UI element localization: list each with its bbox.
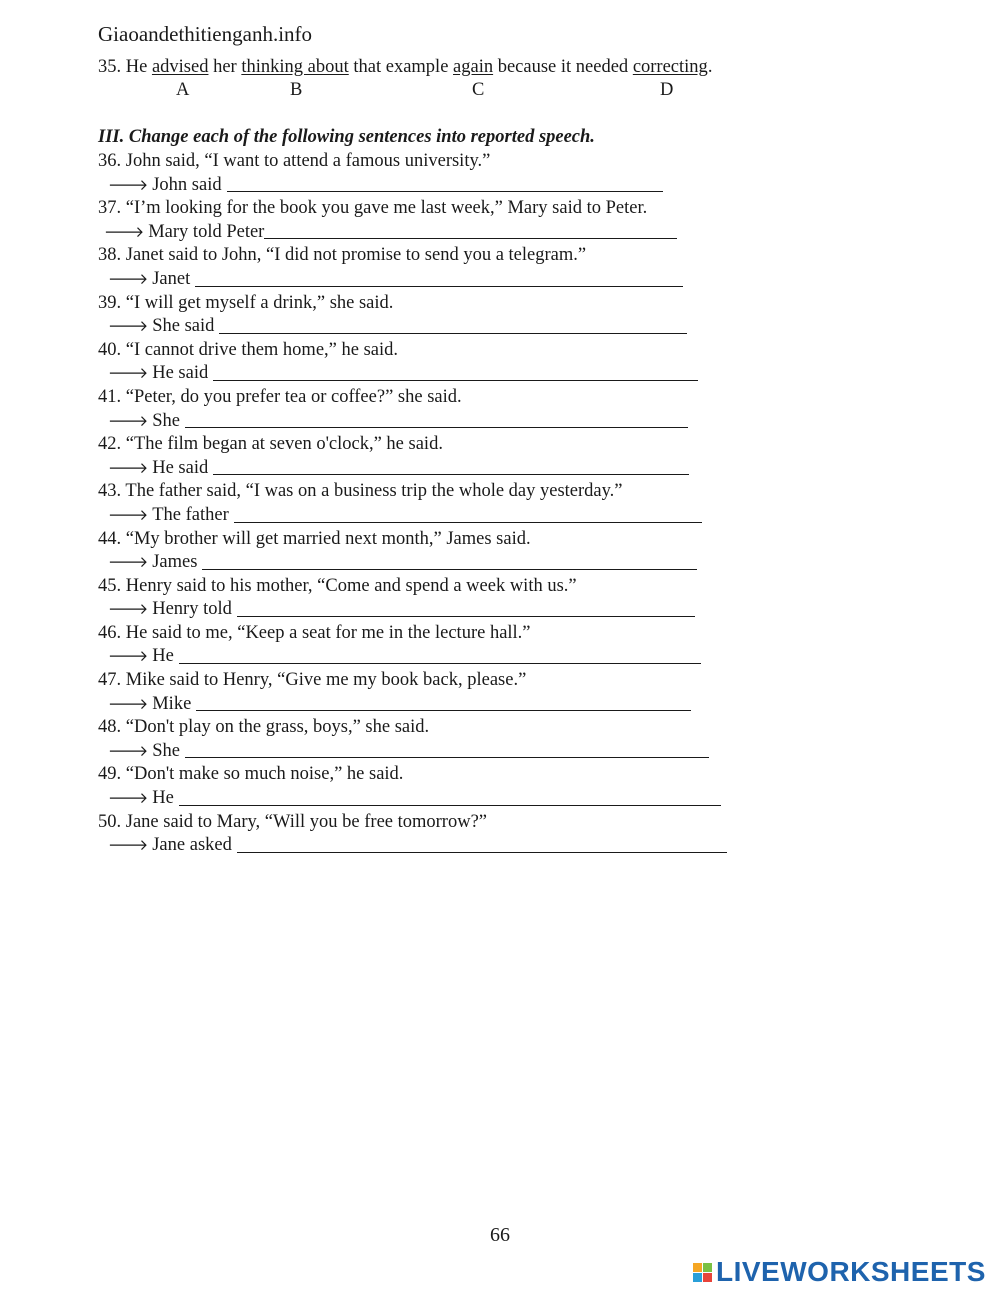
arrow-icon: 🡒 [108,364,149,383]
q35-option-c: again [453,57,494,77]
q35-option-a: advised [151,57,209,77]
page-number: 66 [490,1224,510,1246]
answer-blank[interactable] [213,363,698,381]
answer-prompt: She [152,740,180,761]
answer-prompt: Mike [152,693,192,714]
answer-blank[interactable] [185,410,688,428]
exercise-item [98,292,798,339]
item-answer-row [98,268,798,292]
q35-letter-d: D [660,80,674,100]
item-question: 48. “Don't play on the grass, boys,” she said. [98,717,430,738]
answer-blank[interactable] [179,646,701,664]
answer-prompt: He said [152,363,209,384]
item-question: 49. “Don't make so much noise,” he said. [98,764,404,785]
exercise-item [98,197,798,244]
site-header: Giaoandethitienganh.info [98,22,313,46]
item-answer-row [98,457,798,481]
answer-blank[interactable] [227,174,663,192]
answer-blank[interactable] [179,788,721,806]
answer-prompt: John said [152,174,222,195]
item-answer-row [98,410,798,434]
item-question: 37. “I’m looking for the book you gave me last week,” Mary said to Peter. [98,198,648,219]
item-answer-row [98,504,798,528]
item-question: 36. John said, “I want to attend a famous university.” [98,151,491,171]
logo-block [693,1263,702,1272]
item-question: 43. The father said, “I was on a business trip the whole day yesterday.” [98,481,623,502]
exercise-item [98,669,798,716]
exercise-item [98,339,798,386]
item-answer-row [98,834,798,858]
item-answer-row [98,551,798,575]
logo-block [703,1263,712,1272]
item-question: 50. Jane said to Mary, “Will you be free tomorrow?” [98,811,487,832]
q35-letter-c: C [472,80,485,100]
answer-prompt: Jane asked [152,835,232,856]
arrow-icon: 🡒 [108,647,149,666]
answer-prompt: James [152,552,198,573]
item-answer-row [98,787,798,811]
answer-prompt: He [152,646,174,667]
answer-prompt: She [152,410,180,431]
item-answer-row [98,174,798,198]
exercise-item [98,622,798,669]
arrow-icon: 🡒 [108,317,149,336]
exercise-item [98,433,798,480]
answer-prompt: She said [152,316,215,337]
item-answer-row [98,362,798,386]
item-answer-row [98,740,798,764]
answer-prompt: Mary told Peter [148,221,265,242]
answer-prompt: Henry told [152,599,232,620]
answer-prompt: He [152,788,174,809]
answer-blank[interactable] [234,505,702,523]
answer-blank[interactable] [264,221,677,239]
item-answer-row [98,315,798,339]
arrow-icon: 🡒 [104,222,145,241]
liveworksheets-logo [693,1256,986,1288]
arrow-icon: 🡒 [108,411,149,430]
answer-blank[interactable] [237,835,727,853]
item-answer-row [98,221,798,245]
exercise-item [98,150,798,197]
answer-blank[interactable] [213,457,689,475]
exercise-item [98,763,798,810]
item-answer-row [98,645,798,669]
q35-letter-a: A [176,80,190,100]
item-question: 39. “I will get myself a drink,” she said. [98,292,394,313]
question-35: 35. He advised her thinking about that example again because it needed correcting. [98,57,713,77]
item-question: 45. Henry said to his mother, “Come and spend a week with us.” [98,575,577,596]
exercise-item [98,480,798,527]
arrow-icon: 🡒 [108,553,149,572]
logo-text: LIVEWORKSHEETS [716,1256,986,1287]
q35-option-d: correcting [632,57,708,77]
answer-prompt: The father [152,504,229,525]
answer-blank[interactable] [219,316,687,334]
answer-blank[interactable] [185,740,709,758]
exercise-list [98,150,798,858]
q35-option-b: thinking about [241,57,349,77]
item-answer-row [98,693,798,717]
arrow-icon: 🡒 [108,505,149,524]
logo-block [693,1273,702,1282]
answer-blank[interactable] [202,552,697,570]
answer-prompt: Janet [152,268,191,289]
exercise-item [98,386,798,433]
exercise-item [98,575,798,622]
answer-blank[interactable] [196,693,691,711]
q35-letter-b: B [290,80,303,100]
item-question: 46. He said to me, “Keep a seat for me in the lecture hall.” [98,622,531,643]
arrow-icon: 🡒 [108,694,149,713]
arrow-icon: 🡒 [108,175,149,194]
item-question: 44. “My brother will get married next month,” James said. [98,528,531,549]
arrow-icon: 🡒 [108,789,149,808]
item-question: 42. “The film began at seven o'clock,” he said. [98,434,443,455]
logo-block [703,1273,712,1282]
arrow-icon: 🡒 [108,269,149,288]
exercise-item [98,528,798,575]
answer-blank[interactable] [237,599,695,617]
item-question: 41. “Peter, do you prefer tea or coffee?” she said. [98,386,462,407]
exercise-item [98,811,798,858]
item-question: 47. Mike said to Henry, “Give me my book back, please.” [98,670,527,691]
exercise-item [98,244,798,291]
arrow-icon: 🡒 [108,600,149,619]
section-heading: III. Change each of the following sentences into reported speech. [98,127,595,147]
q35-number: 35. [98,57,122,77]
answer-blank[interactable] [195,269,683,287]
exercise-item [98,716,798,763]
item-question: 40. “I cannot drive them home,” he said. [98,339,399,360]
answer-prompt: He said [152,457,209,478]
arrow-icon: 🡒 [108,741,149,760]
arrow-icon: 🡒 [108,836,149,855]
item-question: 38. Janet said to John, “I did not promise to send you a telegram.” [98,245,587,266]
arrow-icon: 🡒 [108,458,149,477]
logo-blocks-icon [693,1263,712,1282]
item-answer-row [98,598,798,622]
